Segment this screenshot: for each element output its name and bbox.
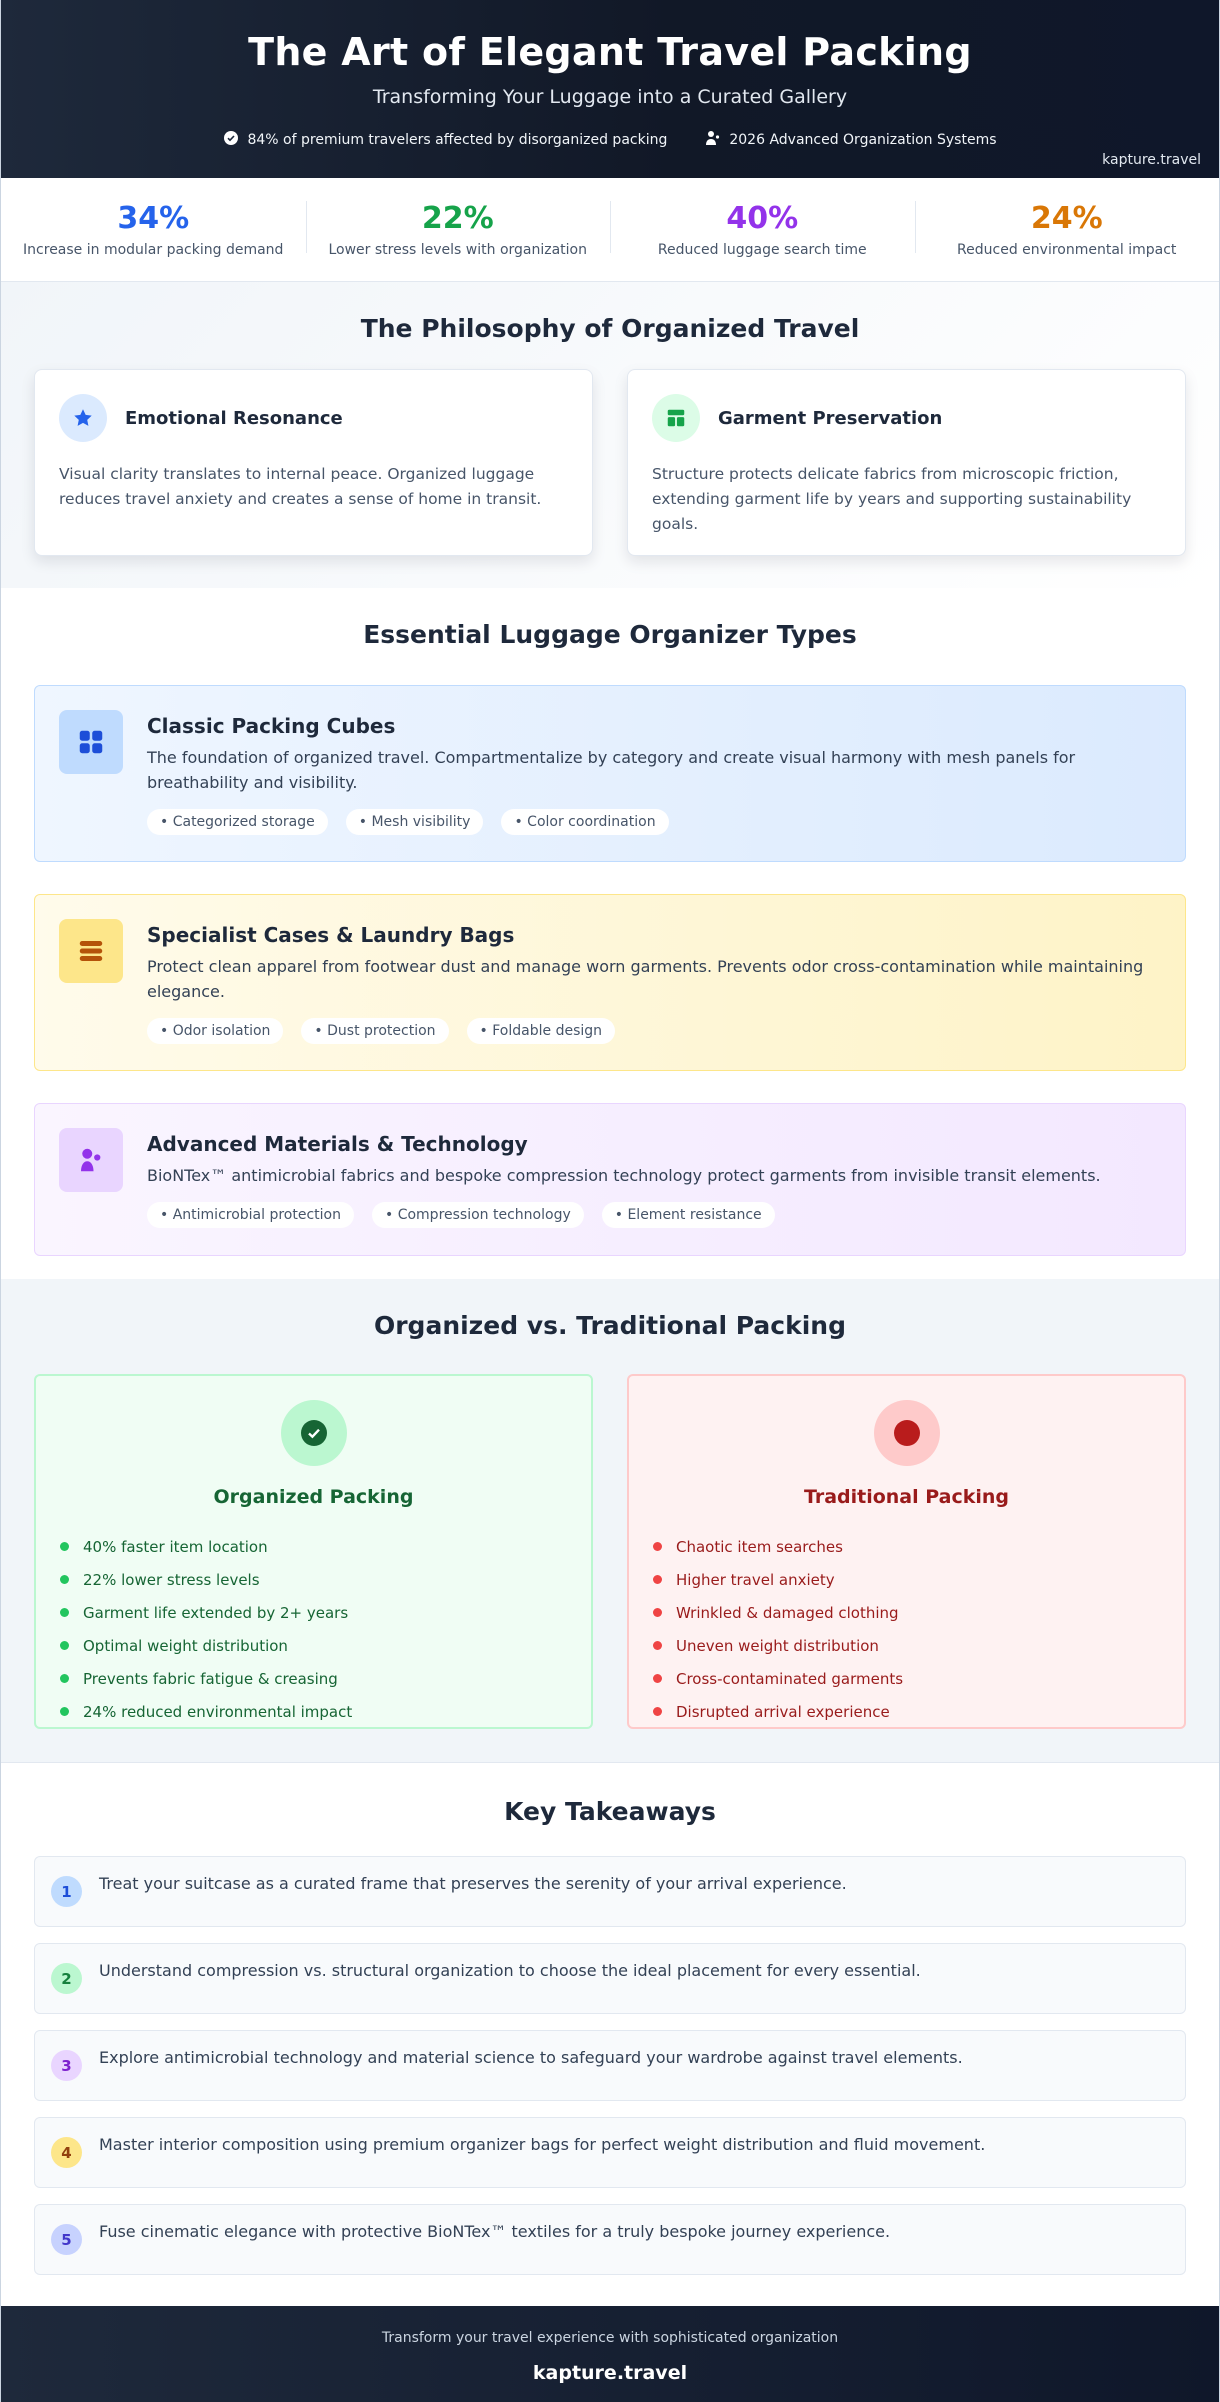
meta-text: 2026 Advanced Organization Systems (729, 132, 997, 148)
card-title: Organized Packing (213, 1486, 414, 1508)
page-subtitle: Transforming Your Luggage into a Curated Gallery (372, 86, 848, 108)
meta-text: 84% of premium travelers affected by disorganized packing (247, 132, 668, 148)
section-title: The Philosophy of Organized Travel (360, 314, 860, 343)
feature-tags (147, 1202, 1101, 1228)
bullet-dot (653, 1542, 662, 1551)
card-title: Traditional Packing (803, 1486, 1010, 1508)
takeaway-item (34, 2117, 1186, 2188)
feature-tag: • Dust protection (301, 1018, 448, 1044)
stat-value: 22% (421, 201, 494, 236)
organizer-desc: BioNTex™ antimicrobial fabrics and bespoke compression technology protect garments from invisible transit elements. (147, 1166, 1101, 1185)
list-item: 24% reduced environmental impact (60, 1695, 591, 1728)
feature-tag: • Color coordination (501, 809, 668, 835)
card-text: Visual clarity translates to internal peace. Organized luggage reduces travel anxiety and creates a sense of home in transit. (59, 465, 542, 508)
organizer-desc: The foundation of organized travel. Compartmentalize by category and create visual harmony with mesh panels for breathability and visibility. (147, 748, 1076, 792)
list-item: Prevents fabric fatigue & creasing (60, 1662, 591, 1695)
card-title: Garment Preservation (718, 407, 943, 429)
header-meta (1, 130, 1219, 150)
bullet-dot (60, 1641, 69, 1650)
takeaway-text: Treat your suitcase as a curated frame that preserves the serenity of your arrival experience. (99, 1874, 847, 1893)
philosophy-card (34, 369, 593, 556)
bullet-dot (653, 1674, 662, 1683)
stat-label: Reduced environmental impact (957, 242, 1177, 258)
star-icon (59, 394, 107, 442)
card-header (59, 394, 568, 442)
section-title: Key Takeaways (504, 1797, 716, 1826)
feature-tags (147, 1018, 1161, 1044)
takeaway-item (34, 2204, 1186, 2275)
philosophy-card (627, 369, 1186, 556)
organizer-body (147, 919, 1161, 1046)
takeaway-list (34, 1856, 1186, 2275)
list-item: 40% faster item location (60, 1530, 591, 1563)
stats-bar (1, 178, 1219, 282)
bullet-dot (653, 1608, 662, 1617)
organizer-card (34, 685, 1186, 862)
footer (1, 2306, 1219, 2402)
card-text: Structure protects delicate fabrics from microscopic friction, extending garment life by years and supporting sustainability goals. (652, 465, 1132, 533)
step-number-badge: 4 (51, 2137, 82, 2168)
record-dot-icon (874, 1400, 940, 1466)
bullet-dot (60, 1575, 69, 1584)
organizer-desc: Protect clean apparel from footwear dust and manage worn garments. Prevents odor cross-contamination while maintaining elegance. (147, 957, 1144, 1001)
footer-tagline: Transform your travel experience with sophisticated organization (381, 2330, 839, 2346)
drawback-list (653, 1530, 1184, 1728)
organized-card (34, 1374, 593, 1729)
feature-tag: • Mesh visibility (346, 809, 484, 835)
grid-icon (59, 710, 123, 774)
stat-value: 24% (1030, 201, 1103, 236)
section-title: Essential Luggage Organizer Types (363, 620, 857, 649)
header (1, 0, 1219, 178)
philosophy-section (1, 282, 1219, 588)
layout-icon (652, 394, 700, 442)
stat-value: 40% (726, 201, 799, 236)
takeaway-text: Understand compression vs. structural organization to choose the ideal placement for every essential. (99, 1961, 921, 1980)
feature-tag: • Odor isolation (147, 1018, 283, 1044)
feature-tag: • Antimicrobial protection (147, 1202, 354, 1228)
feature-tag: • Element resistance (602, 1202, 775, 1228)
list-item: 22% lower stress levels (60, 1563, 591, 1596)
bullet-dot (60, 1608, 69, 1617)
card-header (652, 394, 1161, 442)
feature-tags (147, 809, 1161, 835)
step-number-badge: 2 (51, 1963, 82, 1994)
step-number-badge: 1 (51, 1876, 82, 1907)
takeaways-section (1, 1762, 1219, 2306)
list-item: Chaotic item searches (653, 1530, 1184, 1563)
organizer-title: Classic Packing Cubes (147, 714, 396, 738)
stat-label: Reduced luggage search time (657, 242, 867, 258)
stat-label: Increase in modular packing demand (23, 242, 284, 258)
list-item: Uneven weight distribution (653, 1629, 1184, 1662)
takeaway-item (34, 1856, 1186, 1927)
layers-icon (59, 919, 123, 983)
bullet-dot (653, 1641, 662, 1650)
feature-tag: • Categorized storage (147, 809, 328, 835)
check-circle-icon (281, 1400, 347, 1466)
check-badge-icon (223, 130, 239, 150)
takeaway-text: Master interior composition using premium organizer bags for perfect weight distribution and fluid movement. (99, 2135, 986, 2154)
takeaway-text: Explore antimicrobial technology and material science to safeguard your wardrobe against travel elements. (99, 2048, 963, 2067)
takeaway-item (34, 2030, 1186, 2101)
stat-value: 34% (117, 201, 190, 236)
bullet-dot (60, 1707, 69, 1716)
comparison-cards (34, 1374, 1186, 1729)
stat-item (610, 201, 915, 258)
list-item: Garment life extended by 2+ years (60, 1596, 591, 1629)
list-item: Wrinkled & damaged clothing (653, 1596, 1184, 1629)
takeaway-text: Fuse cinematic elegance with protective BioNTex™ textiles for a truly bespoke journey experience. (99, 2222, 891, 2241)
step-number-badge: 5 (51, 2224, 82, 2255)
organizer-card (34, 1103, 1186, 1256)
step-number-badge: 3 (51, 2050, 82, 2081)
benefit-list (60, 1530, 591, 1728)
header-brand: kapture.travel (1102, 152, 1201, 168)
footer-brand: kapture.travel (532, 2362, 688, 2384)
bullet-dot (60, 1542, 69, 1551)
molecule-icon (59, 1128, 123, 1192)
meta-item (223, 130, 667, 150)
card-title: Emotional Resonance (125, 407, 343, 429)
stat-item (1, 201, 306, 258)
traditional-card (627, 1374, 1186, 1729)
person-icon (705, 130, 721, 150)
takeaway-item (34, 1943, 1186, 2014)
bullet-dot (60, 1674, 69, 1683)
stat-label: Lower stress levels with organization (328, 242, 587, 258)
bullet-dot (653, 1575, 662, 1584)
feature-tag: • Compression technology (372, 1202, 584, 1228)
organizer-card (34, 894, 1186, 1071)
list-item: Disrupted arrival experience (653, 1695, 1184, 1728)
organizer-body (147, 1128, 1101, 1231)
page-title: The Art of Elegant Travel Packing (248, 30, 972, 74)
list-item: Cross-contaminated garments (653, 1662, 1184, 1695)
bullet-dot (653, 1707, 662, 1716)
comparison-section (1, 1279, 1219, 1762)
organizer-types-section (1, 588, 1219, 1279)
list-item: Optimal weight distribution (60, 1629, 591, 1662)
meta-item (705, 130, 996, 150)
feature-tag: • Foldable design (467, 1018, 615, 1044)
organizer-title: Advanced Materials & Technology (147, 1132, 528, 1156)
stat-item (915, 201, 1220, 258)
organizer-title: Specialist Cases & Laundry Bags (147, 923, 515, 947)
philosophy-cards (34, 369, 1186, 556)
section-title: Organized vs. Traditional Packing (373, 1311, 847, 1340)
organizer-body (147, 710, 1161, 837)
list-item: Higher travel anxiety (653, 1563, 1184, 1596)
stat-item (306, 201, 611, 258)
